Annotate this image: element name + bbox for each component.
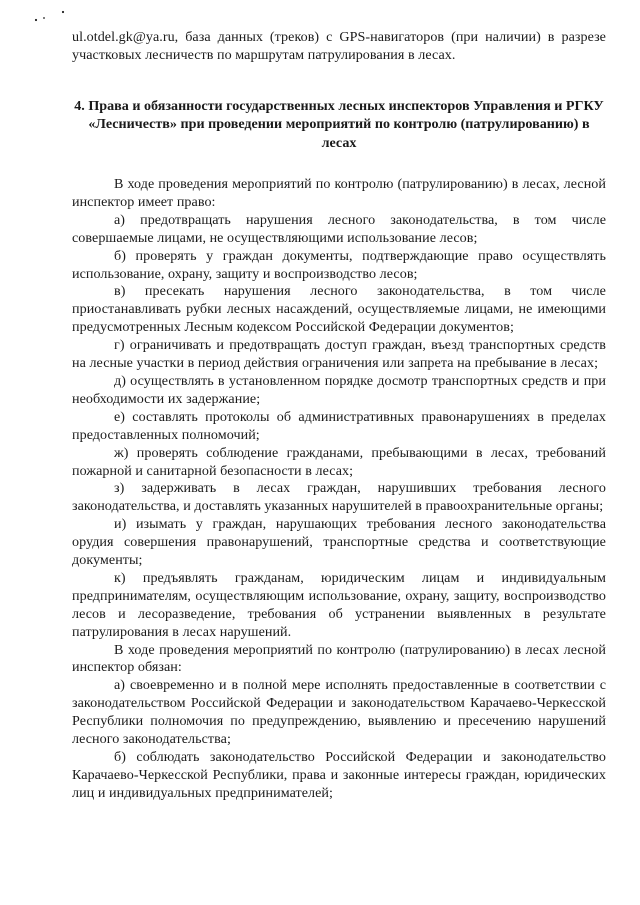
paragraph-duty-a: а) своевременно и в полной мере исполнять предоставленные в соответствии с законодательством Российской Федерации и законодательством Карачаево-Черкесской Республики полномочия по предупреждению, выявлению и пресечению нарушений лесного законодательства; — [72, 677, 606, 748]
paragraph-right-b: б) проверять у граждан документы, подтверждающие право осуществлять использование, охрану, защиту и воспроизводство лесов; — [72, 247, 606, 282]
paragraph-right-k: к) предъявлять гражданам, юридическим лицам и индивидуальным предпринимателям, осуществляющим использование, охрану, защиту, воспроизводство лесов и лесоразведение, требования об устранении выявленных в результате патрулирования в лесах нарушений. — [72, 569, 606, 640]
paragraph-right-e: е) составлять протоколы об административных правонарушениях в пределах предоставленных полномочий; — [72, 408, 606, 443]
paragraph-right-v: в) пресекать нарушения лесного законодательства, в том числе приостанавливать рубки лесных насаждений, осуществляемые лицами, не имеющими предусмотренных Лесным кодексом Российской Федерации документов; — [72, 283, 606, 336]
paragraph-right-a: а) предотвращать нарушения лесного законодательства, в том числе совершаемые лицами, не осуществляющими использование лесов; — [72, 211, 606, 246]
paragraph-duties-intro: В ходе проведения мероприятий по контролю (патрулированию) в лесах лесной инспектор обязан: — [72, 641, 606, 676]
paragraph-right-i: и) изымать у граждан, нарушающих требования лесного законодательства орудия совершения правонарушений, транспортные средства и соответствующие документы; — [72, 516, 606, 569]
intro-paragraph: ul.otdel.gk@ya.ru, база данных (треков) с GPS-навигаторов (при наличии) в разрезе участковых лесничеств по маршрутам патрулирования в лесах. — [72, 29, 606, 63]
section-body — [72, 176, 606, 803]
paragraph-right-g: г) ограничивать и предотвращать доступ граждан, въезд транспортных средств на лесные участки в период действия ограничения или запрета на пребывание в лесах; — [72, 337, 606, 372]
paragraph-right-z: з) задерживать в лесах граждан, нарушивших требования лесного законодательства, и доставлять указанных нарушителей в правоохранительные органы; — [72, 480, 606, 515]
paragraph-right-zh: ж) проверять соблюдение гражданами, пребывающими в лесах, требований пожарной и санитарной безопасности в лесах; — [72, 444, 606, 479]
paragraph-right-d: д) осуществлять в установленном порядке досмотр транспортных средств и при необходимости их задержание; — [72, 372, 606, 407]
paragraph-duty-b: б) соблюдать законодательство Российской Федерации и законодательство Карачаево-Черкесской Республики, права и законные интересы граждан, юридических лиц и индивидуальных предпринимателей; — [72, 749, 606, 801]
section-heading: 4. Права и обязанности государственных лесных инспекторов Управления и РГКУ «Лесничеств» при проведении мероприятий по контролю (патрулированию) в лесах — [74, 98, 604, 151]
scan-specks — [30, 8, 70, 28]
paragraph-rights-intro: В ходе проведения мероприятий по контролю (патрулированию) в лесах, лесной инспектор имеет право: — [72, 176, 606, 210]
